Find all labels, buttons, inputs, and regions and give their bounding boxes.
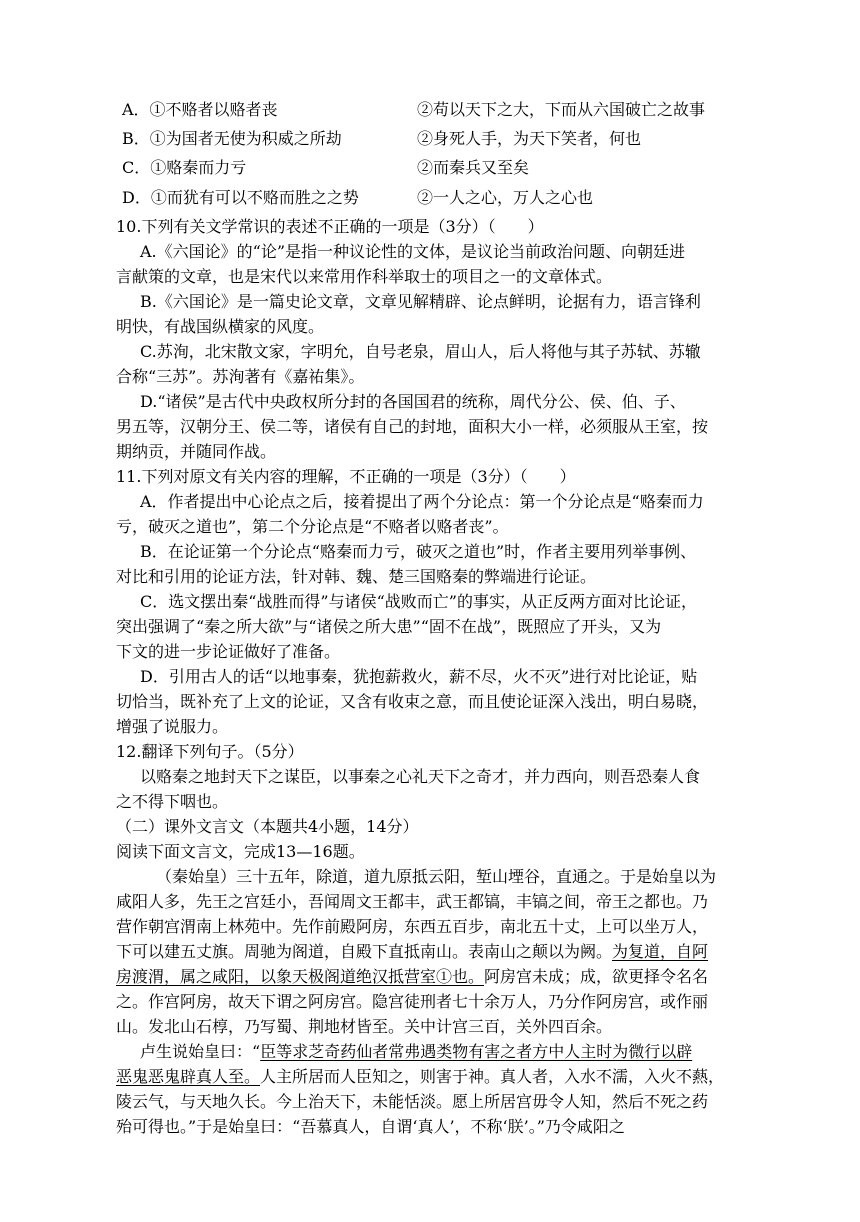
q12-sentence-line1: 以赂秦之地封天下之谋臣，以事秦之心礼天下之奇才，并力西向，则吾恐秦人食 [140, 767, 701, 786]
q9-option-c-left: C．①赂秦而力亏 [122, 158, 247, 177]
passage-p1-line5-text: 阿房宫未成；成，欲更择令名名 [484, 967, 709, 986]
q10-b-line1: B.《六国论》是一篇史论文章，文章见解精辟、论点鲜明，论据有力，语言锋利 [140, 292, 701, 311]
q9-option-d-left: D．①而犹有可以不赂而胜之之势 [122, 188, 359, 207]
passage-p2-line3: 陵云气，与天地久长。今上治天下，未能恬淡。愿上所居宫毋令人知，然后不死之药 [116, 1092, 709, 1111]
passage-p2-line1-text: 卢生说始皇曰：“ [140, 1042, 261, 1061]
q11-c-line2: 突出强调了“秦之所大欲”与“诸侯之所大患”“固不在战”，既照应了开头，又为 [116, 617, 662, 636]
q10-a-line1: A.《六国论》的“论”是指一种议论性的文体，是议论当前政治问题、向朝廷进 [140, 242, 686, 261]
q10-b-line2: 明快，有战国纵横家的风度。 [116, 317, 325, 336]
passage-p1-line2: 咸阳人多，先王之宫廷小，吾闻周文王都丰，武王都镐，丰镐之间，帝王之都也。乃 [116, 892, 709, 911]
q11-a-line1: A．作者提出中心论点之后，接着提出了两个分论点：第一个分论点是“赂秦而力 [140, 492, 704, 511]
q10-d-line3: 期纳贡，并随同作战。 [116, 442, 277, 461]
passage-p1-line6: 之。作宫阿房，故天下谓之阿房宫。隐宫徒刑者七十余万人，乃分作阿房宫，或作丽 [116, 992, 709, 1011]
passage-p1-line1: （秦始皇）三十五年，除道，道九原抵云阳，堑山堙谷，直通之。于是始皇以为 [156, 867, 717, 886]
q11-c-line1: C．选文摆出秦“战胜而得”与诸侯“战败而亡”的事实，从正反两方面对比论证， [140, 592, 697, 611]
q9-option-a-left: A．①不赂者以赂者丧 [122, 100, 278, 119]
q11-b-line1: B．在论证第一个分论点“赂秦而力亏，破灭之道也”时，作者主要用列举事例、 [140, 542, 697, 561]
q9-option-d-right: ②一人之心，万人之心也 [417, 188, 594, 207]
q10-c-line1: C.苏洵，北宋散文家，字明允，自号老泉，眉山人，后人将他与其子苏轼、苏辙 [140, 342, 701, 361]
underlined-sentence-1-part2: 房渡渭，属之咸阳，以象天极阁道绝汉抵营室①也。 [116, 967, 485, 986]
passage-p2-line4: 殆可得也。”于是始皇曰：“吾慕真人，自谓‘真人’，不称‘朕’。”乃令咸阳之 [116, 1117, 625, 1136]
q11-d-line2: 切恰当，既补充了上文的论证，又含有收束之意，而且使论证深入浅出，明白易晓， [116, 692, 709, 711]
q9-option-b-right: ②身死人手，为天下笑者，何也 [417, 129, 642, 148]
q11-d-line1: D．引用古人的话“以地事秦，犹抱薪救火，薪不尽，火不灭”进行对比论证，贴 [140, 667, 698, 686]
passage-p1-line3: 营作朝宫渭南上林苑中。先作前殿阿房，东西五百步，南北五十丈，上可以坐万人， [116, 917, 709, 936]
underlined-sentence-1-part1: 为复道，自阿 [612, 942, 709, 961]
passage-p2-line2-text: 人主所居而人臣知之，则害于神。真人者，入水不濡，入火不爇， [260, 1067, 725, 1086]
passage-p1-line7: 山。发北山石椁，乃写蜀、荆地材皆至。关中计宫三百，关外四百余。 [116, 1017, 613, 1036]
passage-p1-line4-text: 下可以建五丈旗。周驰为阁道，自殿下直抵南山。表南山之颠以为阙。 [116, 942, 613, 961]
q9-option-a-right: ②苟以天下之大，下而从六国破亡之故事 [417, 100, 706, 119]
q12-stem: 12.翻译下列句子。（5分） [116, 742, 304, 761]
passage-p2-line2 [116, 1066, 724, 1088]
q10-a-line2: 言献策的文章，也是宋代以来常用作科举取士的项目之一的文章体式。 [116, 267, 613, 286]
underlined-sentence-2-part2: 恶鬼恶鬼辟真人至。 [116, 1067, 261, 1086]
q10-c-line2: 合称“三苏”。苏洵著有《嘉祐集》。 [116, 367, 365, 386]
passage-p2-line1 [140, 1041, 692, 1063]
q11-stem: 11.下列对原文有关内容的理解，不正确的一项是（3分）（ ） [116, 467, 576, 486]
q11-a-line2: 亏，破灭之道也”，第二个分论点是“不赂者以赂者丧”。 [116, 517, 509, 536]
q9-option-c-right: ②而秦兵又至矣 [417, 158, 530, 177]
q10-d-line2: 男五等，汉朝分王、侯二等，诸侯有自己的封地，面积大小一样，必须服从王室，按 [116, 417, 709, 436]
q11-c-line3: 下文的进一步论证做好了准备。 [116, 642, 341, 661]
q10-d-line1: D.“诸侯”是古代中央政权所分封的各国国君的统称，周代分公、侯、伯、子、 [140, 392, 686, 411]
q12-sentence-line2: 之不得下咽也。 [116, 792, 229, 811]
q10-stem: 10.下列有关文学常识的表述不正确的一项是（3分）（ ） [116, 217, 544, 236]
passage-p1-line5 [116, 966, 708, 988]
section2-instruction: 阅读下面文言文，完成13—16题。 [116, 842, 365, 861]
passage-p1-line4 [116, 941, 708, 963]
underlined-sentence-2-part1: 臣等求芝奇药仙者常弗遇类物有害之者方中人主时为微行以辟 [260, 1042, 693, 1061]
q9-option-b-left: B．①为国者无使为积威之所劫 [122, 129, 342, 148]
section2-title: （二）课外文言文（本题共4小题，14分） [116, 817, 419, 836]
q11-b-line2: 对比和引用的论证方法，针对韩、魏、楚三国赂秦的弊端进行论证。 [116, 567, 597, 586]
q11-d-line3: 增强了说服力。 [116, 717, 229, 736]
